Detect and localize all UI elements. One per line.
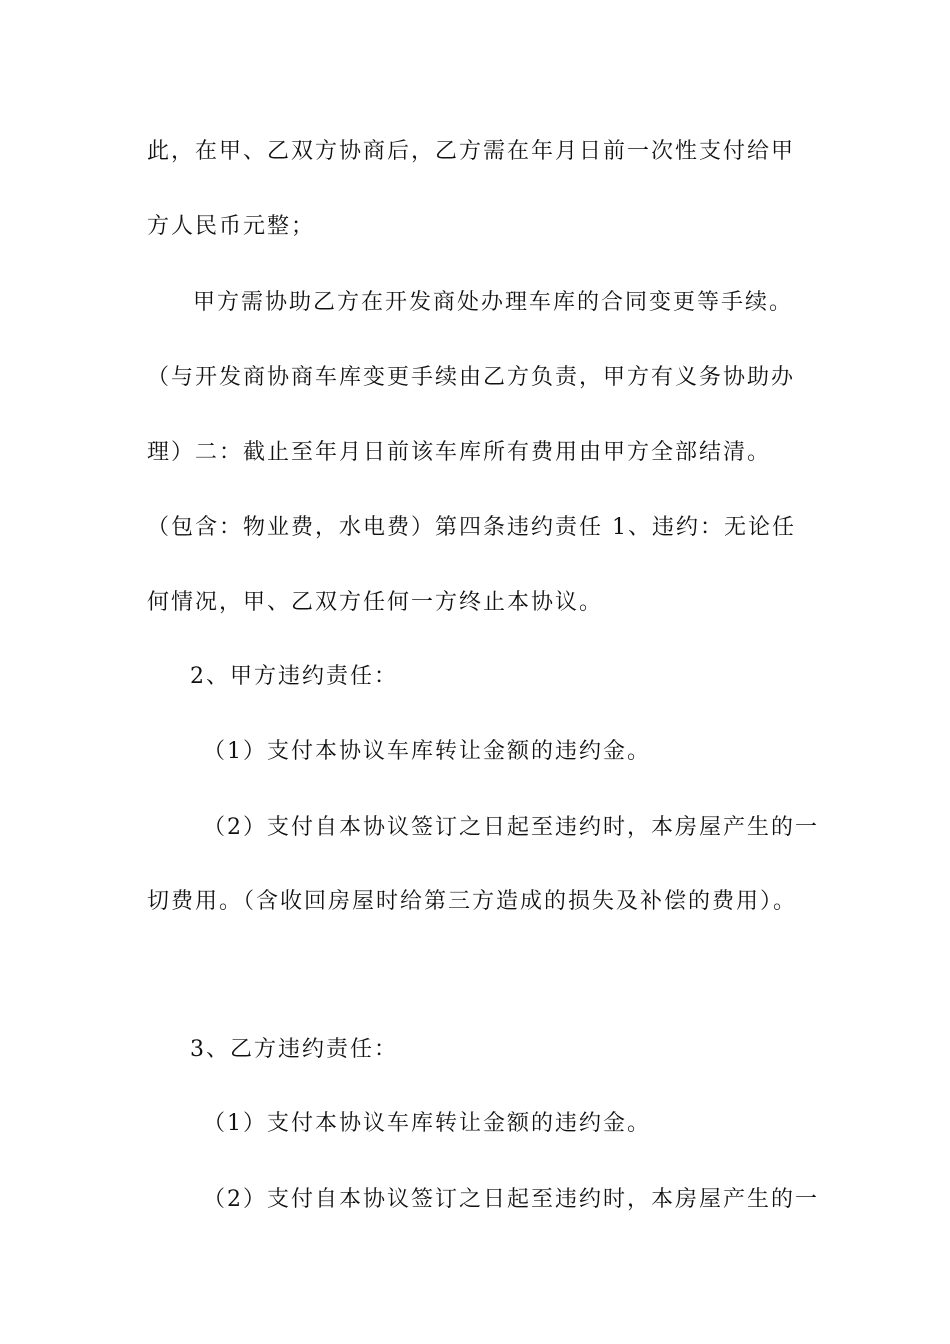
paragraph-line: （包含：物业费，水电费）第四条违约责任 1、违约：无论任 — [147, 515, 796, 540]
section-heading-party-b-breach: 3、乙方违约责任： — [190, 1037, 398, 1062]
paragraph-line: 此，在甲、乙双方协商后，乙方需在年月日前一次性支付给甲 — [147, 139, 796, 164]
list-item: （1）支付本协议车库转让金额的违约金。 — [203, 1111, 651, 1136]
section-heading-party-a-breach: 2、甲方违约责任： — [190, 664, 398, 689]
list-item: （1）支付本协议车库转让金额的违约金。 — [203, 739, 651, 764]
paragraph-line: （与开发商协商车库变更手续由乙方负责，甲方有义务协助办 — [147, 365, 796, 390]
list-item: （2）支付自本协议签订之日起至违约时，本房屋产生的一 — [203, 1187, 819, 1212]
paragraph-line: 切费用。（含收回房屋时给第三方造成的损失及补偿的费用）。 — [147, 889, 798, 914]
list-item: （2）支付自本协议签订之日起至违约时，本房屋产生的一 — [203, 815, 819, 840]
paragraph-line: 甲方需协助乙方在开发商处办理车库的合同变更等手续。 — [193, 290, 794, 315]
paragraph-line: 何情况，甲、乙双方任何一方终止本协议。 — [147, 590, 604, 615]
paragraph-line: 方人民币元整； — [147, 214, 316, 239]
paragraph-line: 理）二：截止至年月日前该车库所有费用由甲方全部结清。 — [147, 440, 772, 465]
